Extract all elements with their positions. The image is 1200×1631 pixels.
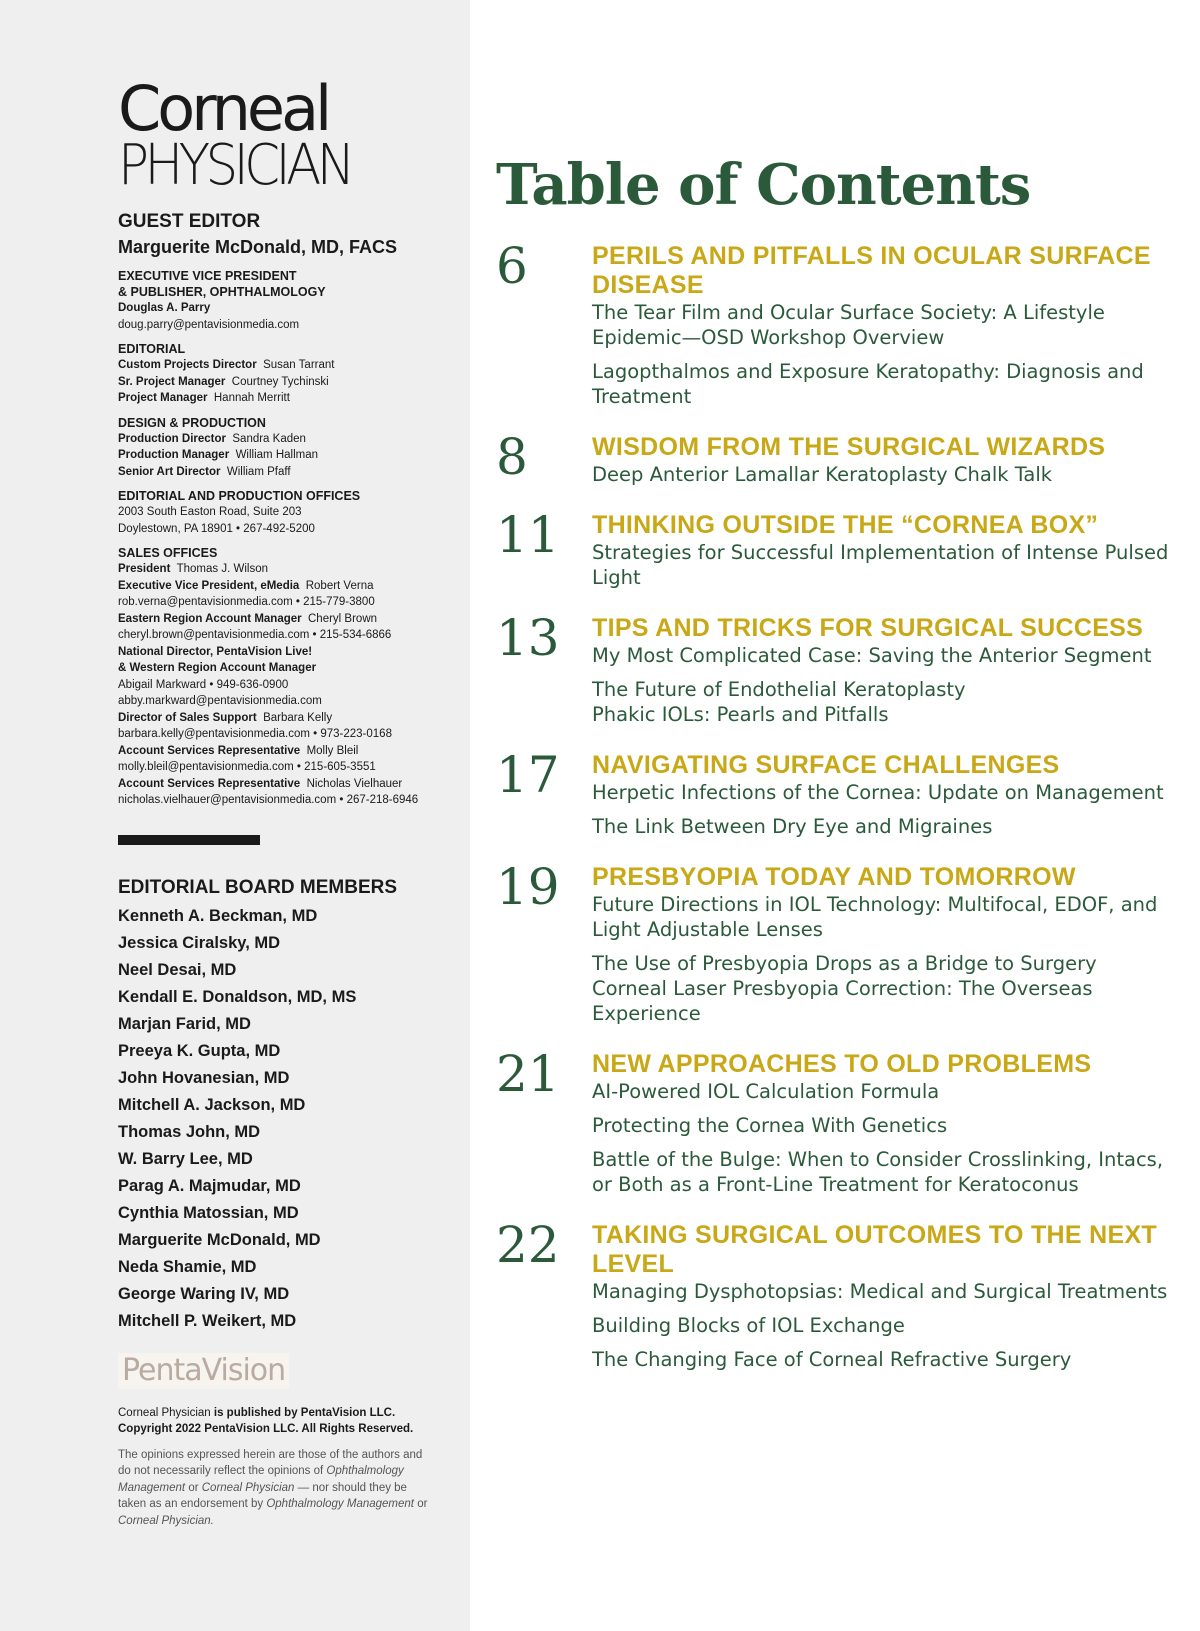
toc-entry-body: [592, 1221, 1186, 1372]
board-member: Preeya K. Gupta, MD: [118, 1041, 281, 1060]
section-heading[interactable]: NAVIGATING SURFACE CHALLENGES: [592, 751, 1060, 779]
section-heading[interactable]: TIPS AND TRICKS FOR SURGICAL SUCCESS: [592, 614, 1144, 642]
staff-name: William Hallman: [235, 449, 319, 461]
staff-role: Senior Art Director: [118, 465, 221, 478]
staff-contact: nicholas.vielhauer@pentavisionmedia.com • 267-218-6946: [118, 794, 419, 806]
board-member: Neda Shamie, MD: [118, 1257, 257, 1276]
sales-heading: SALES OFFICES: [118, 546, 218, 560]
staff-line: [118, 447, 458, 464]
article-title[interactable]: Corneal Laser Presbyopia Correction: The Overseas Experience: [592, 977, 1093, 1025]
page-number: 8: [496, 428, 528, 486]
offices-heading: EDITORIAL AND PRODUCTION OFFICES: [118, 489, 361, 503]
staff-line: [118, 374, 458, 391]
staff-line: Account Services Representative Nicholas Vielhauer: [118, 777, 403, 790]
guest-editor-name: Marguerite McDonald, MD, FACS: [118, 237, 398, 257]
staff-line: Executive Vice President, eMedia Robert Verna: [118, 579, 374, 592]
staff-name: Hannah Merritt: [213, 392, 290, 404]
masthead-content: [118, 72, 458, 1529]
article-title[interactable]: Deep Anterior Lamallar Keratoplasty Chalk Talk: [592, 463, 1053, 486]
toc-entry-body: [592, 1050, 1186, 1197]
board-member: Thomas John, MD: [118, 1122, 261, 1141]
editorial-heading: EDITORIAL: [118, 342, 186, 356]
sales-section: [118, 545, 458, 809]
board-member: Marjan Farid, MD: [118, 1014, 251, 1033]
board-member: Jessica Ciralsky, MD: [118, 933, 281, 952]
evp-name: Douglas A. Parry: [118, 302, 211, 314]
page-number: 22: [496, 1216, 560, 1274]
board-member: Parag A. Majmudar, MD: [118, 1176, 301, 1195]
offices-section: [118, 488, 458, 537]
staff-contact: Abigail Markward • 949-636-0900: [118, 678, 289, 691]
page-number: 6: [496, 237, 528, 295]
toc-title: Table of Contents: [496, 152, 1031, 218]
table-of-contents: [496, 150, 1186, 1396]
pentavision-logo: PentaVision: [118, 1353, 289, 1389]
magazine-logo-top: Corneal: [118, 72, 329, 145]
toc-entry-body: [592, 751, 1186, 839]
disclaimer: The opinions expressed herein are those of the authors and do not necessarily reflect the opinions of Ophthalmology Management or Corneal Physician — nor should they be taken as an endorsement by Ophthalmology Management or Corneal Physician.: [118, 1448, 428, 1527]
staff-contact: molly.bleil@pentavisionmedia.com • 215-605-3551: [118, 761, 376, 773]
masthead-sidebar: [0, 0, 470, 1631]
toc-entry[interactable]: [496, 237, 1186, 409]
section-heading[interactable]: WISDOM FROM THE SURGICAL WIZARDS: [592, 433, 1106, 461]
staff-name: Courtney Tychinski: [231, 375, 329, 388]
article-title[interactable]: Lagopthalmos and Exposure Keratopathy: Diagnosis and Treatment: [592, 360, 1144, 408]
staff-line: [118, 357, 458, 374]
evp-heading-line2: & PUBLISHER, OPHTHALMOLOGY: [118, 285, 326, 299]
article-title[interactable]: AI-Powered IOL Calculation Formula: [592, 1080, 940, 1103]
article-title[interactable]: The Link Between Dry Eye and Migraines: [592, 815, 993, 838]
staff-role: Production Director: [118, 432, 226, 445]
toc-entry[interactable]: [496, 428, 1186, 487]
article-title[interactable]: Building Blocks of IOL Exchange: [592, 1314, 905, 1337]
staff-line: Director of Sales Support Barbara Kelly: [118, 711, 333, 724]
staff-role: Production Manager: [118, 449, 230, 461]
board-member: John Hovanesian, MD: [118, 1068, 290, 1087]
toc-entry[interactable]: [496, 1045, 1186, 1197]
staff-role: Custom Projects Director: [118, 359, 257, 371]
page-number: 13: [496, 609, 560, 667]
staff-contact: barbara.kelly@pentavisionmedia.com • 973-223-0168: [118, 728, 392, 740]
board-member: Marguerite McDonald, MD: [118, 1230, 321, 1249]
article-title[interactable]: The Tear Film and Ocular Surface Society: A Lifestyle Epidemic—OSD Workshop Overview: [592, 301, 1105, 349]
article-title[interactable]: Battle of the Bulge: When to Consider Crosslinking, Intacs, or Both as a Front-Line Treatment for Keratoconus: [592, 1148, 1164, 1196]
board-member: Cynthia Matossian, MD: [118, 1203, 299, 1222]
evp-section: [118, 268, 458, 333]
article-title[interactable]: The Changing Face of Corneal Refractive Surgery: [592, 1348, 1072, 1371]
evp-email: doug.parry@pentavisionmedia.com: [118, 318, 300, 331]
staff-role-line: National Director, PentaVision Live!: [118, 645, 313, 658]
section-heading[interactable]: PERILS AND PITFALLS IN OCULAR SURFACE DISEASE: [592, 242, 1151, 299]
article-title[interactable]: Strategies for Successful Implementation of Intense Pulsed Light: [592, 541, 1169, 589]
magazine-logo-bottom: PHYSICIAN: [118, 133, 351, 198]
staff-contact: cheryl.brown@pentavisionmedia.com • 215-534-6866: [118, 629, 392, 641]
copyright-line: Copyright 2022 PentaVision LLC. All Rights Reserved.: [118, 1422, 414, 1435]
board-list: [118, 903, 458, 1335]
section-heading[interactable]: PRESBYOPIA TODAY AND TOMORROW: [592, 863, 1076, 891]
article-title[interactable]: Herpetic Infections of the Cornea: Update on Management: [592, 781, 1164, 804]
staff-line: [118, 390, 458, 407]
toc-entry-body: [592, 614, 1186, 727]
staff-name: William Pfaff: [226, 465, 291, 478]
staff-line: [118, 464, 458, 481]
guest-editor-heading: GUEST EDITOR: [118, 211, 261, 232]
toc-entry-body: [592, 863, 1186, 1026]
staff-name: Sandra Kaden: [232, 432, 306, 445]
offices-address: 2003 South Easton Road, Suite 203: [118, 506, 302, 518]
staff-line: Eastern Region Account Manager Cheryl Brown: [118, 612, 378, 625]
staff-line: President Thomas J. Wilson: [118, 563, 268, 575]
board-heading: EDITORIAL BOARD MEMBERS: [118, 876, 398, 898]
staff-role-line: & Western Region Account Manager: [118, 662, 317, 674]
article-title[interactable]: The Use of Presbyopia Drops as a Bridge to Surgery: [592, 952, 1097, 975]
design-heading: DESIGN & PRODUCTION: [118, 415, 266, 430]
page-number: 11: [496, 506, 560, 564]
staff-role: Sr. Project Manager: [118, 375, 226, 388]
page-number: 19: [496, 858, 560, 916]
design-section: [118, 415, 458, 481]
page-number: 17: [496, 746, 560, 804]
staff-name: Susan Tarrant: [263, 359, 335, 371]
section-heading[interactable]: TAKING SURGICAL OUTCOMES TO THE NEXT LEVEL: [592, 1221, 1157, 1278]
staff-contact: abby.markward@pentavisionmedia.com: [118, 695, 322, 707]
toc-entry[interactable]: [496, 858, 1186, 1026]
article-title[interactable]: My Most Complicated Case: Saving the Anterior Segment: [592, 644, 1152, 667]
toc-entry-body: [592, 433, 1186, 487]
board-member: Kenneth A. Beckman, MD: [118, 906, 318, 925]
toc-entry[interactable]: [496, 1216, 1186, 1372]
article-title[interactable]: Protecting the Cornea With Genetics: [592, 1114, 948, 1137]
board-member: Neel Desai, MD: [118, 960, 237, 979]
staff-contact: rob.verna@pentavisionmedia.com • 215-779-3800: [118, 596, 375, 608]
board-member: George Waring IV, MD: [118, 1284, 290, 1303]
toc-entry[interactable]: [496, 506, 1186, 590]
board-member: W. Barry Lee, MD: [118, 1149, 253, 1168]
section-heading[interactable]: THINKING OUTSIDE THE “CORNEA BOX”: [592, 511, 1099, 539]
article-title[interactable]: Future Directions in IOL Technology: Multifocal, EDOF, and Light Adjustable Lenses: [592, 893, 1158, 941]
article-title[interactable]: The Future of Endothelial Keratoplasty: [592, 678, 966, 701]
editorial-section: [118, 341, 458, 407]
article-title[interactable]: Managing Dysphotopsias: Medical and Surgical Treatments: [592, 1280, 1168, 1303]
staff-line: Account Services Representative Molly Bleil: [118, 744, 359, 757]
staff-role: Project Manager: [118, 392, 208, 404]
toc-entry[interactable]: [496, 609, 1186, 727]
board-member: Kendall E. Donaldson, MD, MS: [118, 987, 357, 1006]
board-member: Mitchell A. Jackson, MD: [118, 1095, 306, 1114]
section-divider-bar: [118, 835, 260, 845]
page-number: 21: [496, 1045, 560, 1103]
staff-line: [118, 431, 458, 448]
section-heading[interactable]: NEW APPROACHES TO OLD PROBLEMS: [592, 1050, 1092, 1078]
toc-entry-body: [592, 511, 1186, 590]
toc-entry[interactable]: [496, 746, 1186, 839]
evp-heading-line1: EXECUTIVE VICE PRESIDENT: [118, 269, 297, 283]
offices-city-phone: Doylestown, PA 18901 • 267-492-5200: [118, 522, 315, 535]
article-title[interactable]: Phakic IOLs: Pearls and Pitfalls: [592, 703, 889, 726]
publisher-line: Corneal Physician is published by PentaVision LLC.: [118, 1406, 396, 1419]
board-member: Mitchell P. Weikert, MD: [118, 1311, 297, 1330]
toc-entry-body: [592, 242, 1186, 409]
